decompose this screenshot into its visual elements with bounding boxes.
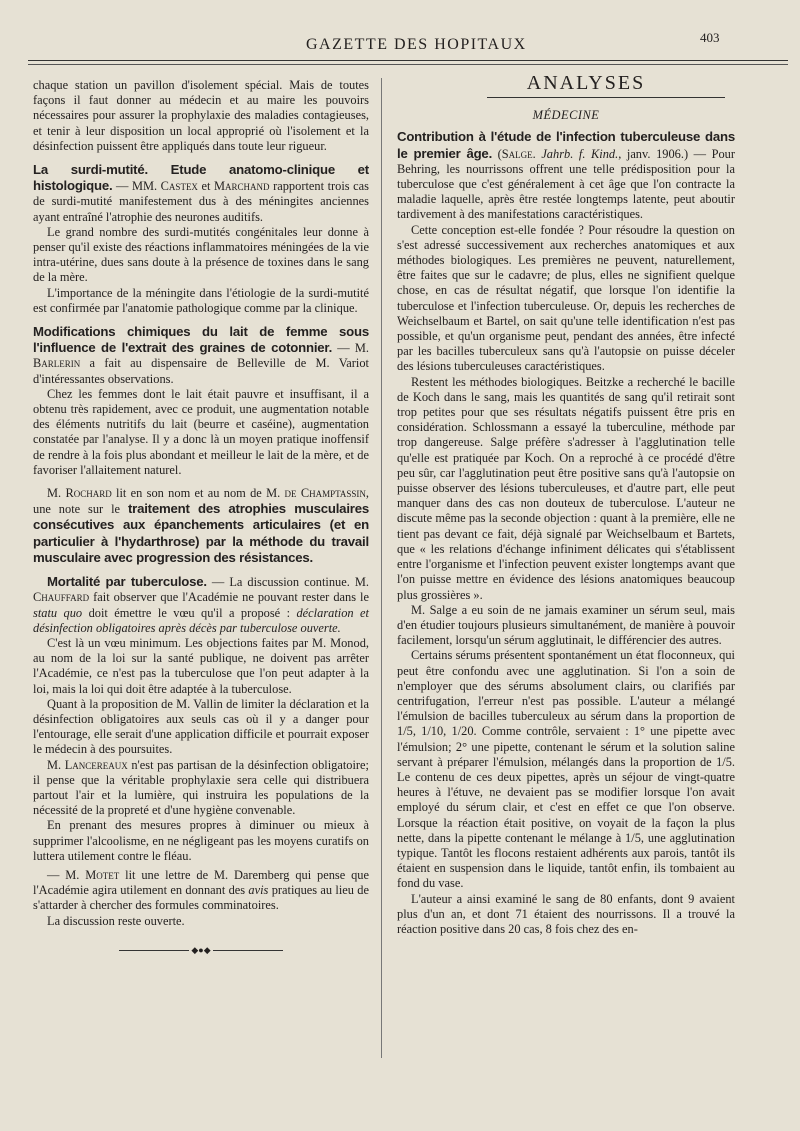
author-name: Barlerin (33, 356, 81, 371)
article-heading: Contribution à l'étude de l'infection tuberculeuse dans le premier âge. (397, 129, 735, 161)
article-heading: Modifications chimiques du lait de femme sous l'influence de l'extrait des graines de cotonnier. (33, 324, 369, 356)
right-column (397, 72, 736, 937)
paragraph: Cette conception est-elle fondée ? Pour résoudre la question on s'est adressé successivement aux recherches anatomiques et aux méthodes biologiques. Les premières ne peuvent, naturellement, être faites que sur le cadavre; de plus, elles ne signifient quelque chose, en cas de résultat négatif, que lorsque l'on identifie la tuberculose et l'infection tuberculeuse. Or, depuis les recherches de Weichselbaum et Bartel, on sait qu'une telle identification n'est pas possible, et qu'un organisme peut, pendant des années, être infecté par les bacilles tuberculeux sans qu'à l'autopsie on puisse déceler des lésions tuberculeuses caractéristiques. (397, 222, 735, 374)
author-name: Chauffard (33, 590, 90, 605)
author-name: Castex (160, 179, 198, 194)
subsection-title: MÉDECINE (532, 108, 600, 123)
paragraph: M. Salge a eu soin de ne jamais examiner un sérum seul, mais d'en étudier toujours plusieurs simultanément, de manière à pouvoir facilement, lorsqu'un sérum agglutinait, le différencier des autres. (397, 602, 735, 648)
article-heading: traitement des atrophies musculaires consécutives aux épanchements articulaires (et en particulier à l'hydarthrose) par la méthode du travail musculaire avec progression des résistances. (33, 501, 369, 565)
page-number: 403 (700, 30, 720, 45)
article-heading: La surdi-mutité. Etude anatomo-clinique et histologique. (33, 162, 369, 194)
paragraph: Quant à la proposition de M. Vallin de limiter la déclaration et la désinfection obligatoires aux seuls cas où il y a danger pour l'entourage, elle serait d'une application difficile et pourrait exposer le médecin à des poursuites. (33, 696, 369, 757)
section-title: ANALYSES (526, 72, 646, 94)
paragraph: Le grand nombre des surdi-mutités congénitales leur donne à penser qu'il existe des réactions inflammatoires méningées de la vie intra-utérine, dues sans doute à la présence de toxines dans le sang de la mère. (33, 224, 369, 285)
article-mortalite-tuberculose: Mortalité par tuberculose. — La discussion continue. M. Chauffard fait observer que l'Académie ne pouvant rester dans le statu quo doit émettre le vœu qu'il a proposé : déclaration et désinfection obligatoires après décès par tuberculose ouverte. (33, 574, 369, 635)
journal-title: GAZETTE DES HOPITAUX (306, 36, 527, 53)
paragraph: L'importance de la méningite dans l'étiologie de la surdi-mutité est confirmée par l'anatomie pathologique comme par la clinique. (33, 285, 369, 315)
paragraph-lancereaux: M. Lancereaux n'est pas partisan de la désinfection obligatoire; il pense que la véritable prophylaxie sera celle qui distribuera partout l'air et la lumière, qui instruira les populations de la nécessité de la propreté et d'une hygiène convenable. (33, 757, 369, 818)
author-name: de Champtassin (284, 486, 366, 501)
paragraph: En prenant des mesures propres à diminuer ou mieux à supprimer l'alcoolisme, en ne négligeant pas les moyens curatifs on luttera utilement contre le fléau. (33, 818, 369, 863)
header-rule-thin (28, 64, 788, 65)
author-name: Motet (85, 867, 120, 882)
article-lait-de-femme: Modifications chimiques du lait de femme sous l'influence de l'extrait des graines de cotonnier. — M. Barlerin a fait au dispensaire de Belleville de M. Variot d'intéressantes observations. (33, 324, 369, 386)
header-rule-thick (28, 60, 788, 61)
article-atrophies-musculaires: M. Rochard lit en son nom et au nom de M. de Champtassin, une note sur le traitement des atrophies musculaires consécutives aux épanchements articulaires (et en particulier à l'hydarthrose) par la méthode du travail musculaire avec progression des résistances. (33, 486, 370, 565)
author-name: Rochard (65, 486, 112, 501)
article-surdi-mutite: La surdi-mutité. Etude anatomo-clinique et histologique. — MM. Castex et Marchand rapportent trois cas de surdi-mutité manifestement dus à des méningites anciennes ayant entraîné l'atrophie des neurones auditifs. (33, 162, 370, 224)
paragraph-isolement: chaque station un pavillon d'isolement spécial. Mais de toutes façons il faut donner au médecin et au maire les pouvoirs nécessaires pour assurer la prophylaxie des maladies contagieuses, et tenir à leur disposition un local approprié où l'isolement et la désinfection puissent être appliqués dans toute leur rigueur. (33, 78, 369, 153)
running-header (0, 28, 800, 68)
paragraph: Chez les femmes dont le lait était pauvre et insuffisant, il a obtenu très rapidement, avec ce produit, une augmentation notable des éléments nutritifs du lait (beurre et caséine), augmentation constatée par l'analyse. Il y a donc là un moyen pratique inoffensif de rendre à la fois plus abondant et meilleur le lait de la mère, et de favoriser l'allaitement naturel. (33, 386, 369, 477)
paragraph: L'auteur a ainsi examiné le sang de 80 enfants, dont 9 avaient plus d'un an, et dont 71 étaient des nourrissons. Il a trouvé la réaction positive dans 20 cas, 8 fois chez des en- (397, 891, 735, 936)
end-ornament: ◆●◆ (33, 943, 369, 958)
paragraph: Restent les méthodes biologiques. Beitzke a recherché le bacille de Koch dans le sang, mais les quantités de sang qu'il retirait sont trop petites pour que ses résultats négatifs puissent être pris en considération. Schlossmann a essayé la tuberculine, méthode par trop dangereuse. Salge préfère s'adresser à l'agglutination telle qu'elle est pratiquée par Koch. On a reproché à ce procédé d'être peu sûr, car l'agglutination peut être positive sans qu'à l'autopsie on puisse observer des lésions tuberculeuses, et d'autre part, elle peut manquer dans des cas non douteux de tuberculose. L'auteur ne discute même pas la seconde objection : quant à la première, elle ne tient pas devant ce fait, déjà signalé par Weichselbaum et Bartets, que « les relations d'échange infiniment délicates qui s'établissent entre l'organisme et l'infection peuvent exister longtemps avant que l'on puisse mettre en évidence des lésions anatomiques beaucoup plus grossières ». (397, 374, 735, 602)
paragraph-motet: — M. Motet lit une lettre de M. Daremberg qui pense que l'Académie agira utilement en donnant des avis pratiques au lieu de s'attarder à chercher des formules comminatoires. (33, 867, 369, 913)
closing-line: La discussion reste ouverte. (47, 913, 185, 928)
author-name: Lancereaux (64, 757, 128, 772)
article-heading: Mortalité par tuberculose. (47, 574, 207, 590)
paragraph: C'est là un vœu minimum. Les objections faites par M. Monod, au nom de la loi sur la santé publique, ne doivent pas arrêter l'Académie, ce n'est pas la tuberculose que l'on peut adapter à la loi, mais la loi qui doit être adaptée à la tuberculose. (33, 635, 369, 696)
left-column (33, 78, 369, 958)
section-rule (487, 97, 725, 98)
author-name: Marchand (214, 179, 270, 194)
author-name: Salge (501, 146, 533, 161)
article-infection-tuberculeuse: Contribution à l'étude de l'infection tuberculeuse dans le premier âge. (Salge. Jahrb. f. Kind., janv. 1906.) — Pour Behring, les nourrissons offrent une telle prédisposition pour la tuberculose que c'est généralement à cet âge que l'on contracte la maladie laquelle, après être restée longtemps latente, peut aboutir tardivement à des manifestations caractéristiques. (397, 129, 736, 222)
column-divider (381, 78, 382, 1058)
journal-reference: Jahrb. f. Kind. (541, 146, 619, 161)
paragraph: Certains sérums présentent spontanément un état floconneux, qui peut être confondu avec une agglutination. Si l'on a soin de n'employer que des sérums absolument clairs, ou clarifiés par centrifugation, l'erreur n'est pas possible. L'auteur a mélangé l'émulsion de bacilles tuberculeux au sérum dans la proportion de 1/5, 1/10, 1/20. Comme contrôle, servaient : 1° une pipette avec l'émulsion; 2° une pipette, contenant le sérum et la solution saline servant à préparer l'émulsion, mélangés dans la proportion de 1/5. Le contenu de ces deux pipettes, après un séjour de vingt-quatre heures à l'étuve, ne devaient pas se modifier lorsque l'on avait employé du sérum clair, et c'est en effet ce que l'on observe. Lorsque la réaction était positive, on voyait de la façon la plus nette, dans la pipette contenant le mélange à 1/5, une agglutination typique. Tantôt les flocons restaient adhérents aux parois, tantôt ils étaient en suspension dans le liquide, tantôt enfin, ils tombaient au fond du vase. (397, 648, 735, 891)
